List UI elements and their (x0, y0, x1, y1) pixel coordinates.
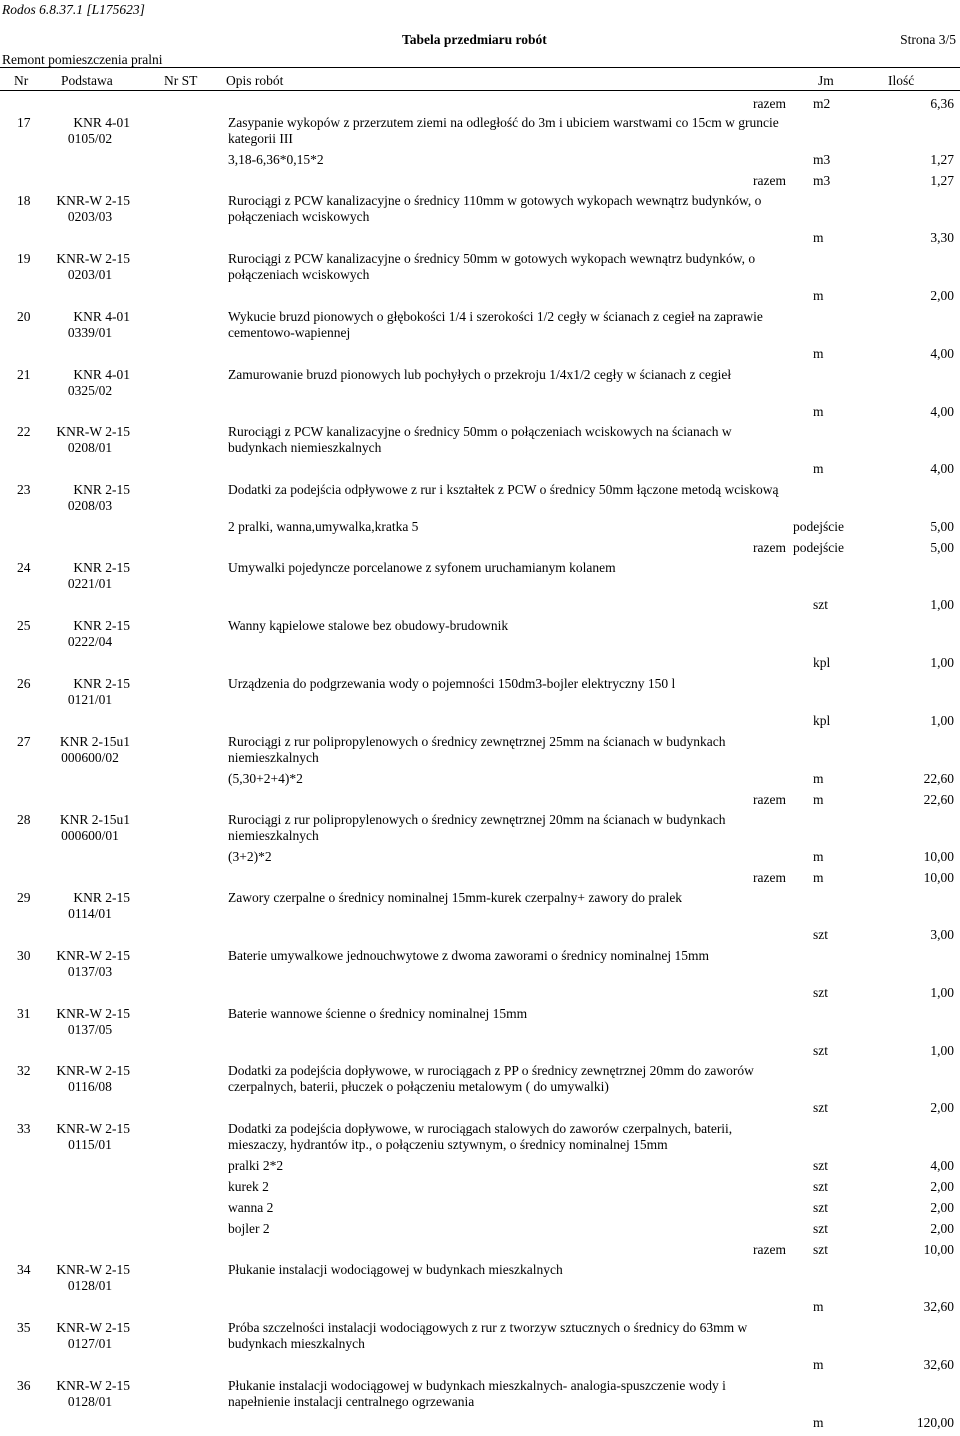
top-total-row (0, 96, 960, 112)
calc-expression: wanna 2 (228, 1200, 274, 1215)
item-basis: KNR 2-15 (73, 890, 130, 905)
item-number: 28 (17, 812, 31, 827)
item-basis: KNR 2-15 (73, 618, 130, 633)
item-basis: KNR 2-15 (73, 676, 130, 691)
item-qty: 1,00 (930, 985, 954, 1000)
item-description: Baterie umywalkowe jednouchwytowe z dwoma zaworami o średnicy nominalnej 15mm (228, 948, 709, 963)
header-bottom-rule (0, 90, 960, 91)
total-unit: podejście (793, 540, 844, 555)
item-basis: KNR 2-15 (73, 482, 130, 497)
item-basis: KNR-W 2-15 (56, 1063, 130, 1078)
item-qty: 4,00 (930, 404, 954, 419)
calc-unit: m (813, 771, 824, 786)
item-basis-code: 0208/03 (67, 498, 113, 513)
item-basis: KNR 2-15u1 (59, 812, 130, 827)
item-unit: kpl (813, 713, 831, 728)
item-basis-code: 0116/08 (68, 1079, 112, 1094)
item-unit: szt (813, 927, 828, 942)
item-number: 33 (17, 1121, 31, 1136)
calc-unit: szt (813, 1200, 828, 1215)
total-label: razem (753, 173, 786, 188)
project-name: Remont pomieszczenia pralni (2, 52, 163, 67)
item-qty: 2,00 (930, 1100, 954, 1115)
item-basis-code: 0222/04 (67, 634, 113, 649)
item-number: 25 (17, 618, 31, 633)
item-description: Próba szczelności instalacji wodociągowych z rur z tworzyw sztucznych o średnicy do 63mm w budynkach mieszkalnych (228, 1320, 748, 1351)
item-number: 27 (17, 734, 31, 749)
item-number: 32 (17, 1063, 31, 1078)
item-basis-code: 0121/01 (67, 692, 113, 707)
item-qty: 1,00 (930, 597, 954, 612)
total-label: razem (753, 870, 786, 885)
item-number: 17 (17, 115, 31, 130)
calc-expression: 2 pralki, wanna,umywalka,kratka 5 (228, 519, 419, 534)
total-unit: m2 (813, 96, 831, 111)
header-top-rule (0, 67, 960, 68)
item-description: Wanny kąpielowe stalowe bez obudowy-brudownik (228, 618, 509, 633)
item-unit: m (813, 1357, 824, 1372)
item-basis: KNR-W 2-15 (56, 1262, 130, 1277)
item-qty: 2,00 (930, 288, 954, 303)
item-basis-code: 0115/01 (68, 1137, 112, 1152)
calc-qty: 22,60 (923, 771, 954, 786)
calc-unit: szt (813, 1221, 828, 1236)
item-basis-code: 0339/01 (67, 325, 113, 340)
item-unit: szt (813, 985, 828, 1000)
item-basis-code: 0137/05 (67, 1022, 113, 1037)
calc-qty: 2,00 (930, 1221, 954, 1236)
item-description: Wykucie bruzd pionowych o głębokości 1/4 i szerokości 1/2 cegły w ścianach z cegieł na zaprawie cementowo-wapiennej (228, 309, 763, 340)
item-description: Zawory czerpalne o średnicy nominalnej 15mm-kurek czerpalny+ zawory do pralek (228, 890, 683, 905)
total-label: razem (753, 792, 786, 807)
item-basis: KNR 4-01 (73, 309, 130, 324)
item-description: Rurociągi z PCW kanalizacyjne o średnicy 50mm w gotowych wykopach wewnątrz budynków, o połączeniach wciskowych (228, 251, 756, 282)
item-unit: szt (813, 1043, 828, 1058)
item-description: Umywalki pojedyncze porcelanowe z syfonem uruchamianym kolanem (228, 560, 616, 575)
item-unit: szt (813, 1100, 828, 1115)
calc-expression: bojler 2 (228, 1221, 270, 1236)
total-unit: szt (813, 1242, 828, 1257)
item-basis: KNR-W 2-15 (56, 424, 130, 439)
calc-qty: 2,00 (930, 1200, 954, 1215)
item-basis-code: 0114/01 (68, 906, 112, 921)
calc-unit: szt (813, 1179, 828, 1194)
total-qty: 6,36 (930, 96, 954, 111)
item-qty: 120,00 (916, 1415, 954, 1430)
calc-qty: 2,00 (930, 1179, 954, 1194)
header-desc: Opis robót (226, 73, 284, 88)
item-description: Dodatki za podejścia dopływowe, w rurociągach z PP o średnicy zewnętrznej 20mm do zaworów czerpalnych, baterii, płuczek o połączeniu metalowym ( do umywalki) (228, 1063, 754, 1094)
total-unit: m (813, 792, 824, 807)
calc-unit: m3 (813, 152, 831, 167)
item-number: 22 (17, 424, 31, 439)
total-unit: m3 (813, 173, 831, 188)
header-qty: Ilość (888, 73, 915, 88)
item-basis-code: 0221/01 (67, 576, 113, 591)
calc-expression: 3,18-6,36*0,15*2 (228, 152, 324, 167)
item-qty: 1,00 (930, 713, 954, 728)
item-qty: 1,00 (930, 655, 954, 670)
header-basis: Podstawa (61, 73, 113, 88)
header-nr: Nr (14, 73, 29, 88)
item-number: 35 (17, 1320, 31, 1335)
calc-unit: podejście (793, 519, 844, 534)
total-unit: m (813, 870, 824, 885)
calc-expression: kurek 2 (228, 1179, 269, 1194)
program-label: Rodos 6.8.37.1 [L175623] (2, 2, 145, 17)
item-basis-code: 0105/02 (67, 131, 113, 146)
header-unit: Jm (818, 73, 834, 88)
item-basis-code: 0128/01 (67, 1278, 113, 1293)
item-qty: 3,00 (930, 927, 954, 942)
item-description: Rurociągi z PCW kanalizacyjne o średnicy 110mm w gotowych wykopach wewnątrz budynków, o połączeniach wciskowych (228, 193, 762, 224)
item-unit: m (813, 346, 824, 361)
calc-unit: szt (813, 1158, 828, 1173)
calc-qty: 5,00 (930, 519, 954, 534)
item-basis: KNR 2-15u1 (59, 734, 130, 749)
item-unit: m (813, 230, 824, 245)
item-number: 19 (17, 251, 31, 266)
item-description: Dodatki za podejścia dopływowe, w rurociągach stalowych do zaworów czerpalnych, baterii, mieszaczy, hydrantów itp., o połączeniu sztywnym, o średnicy nominalnej 15mm (228, 1121, 733, 1152)
item-unit: kpl (813, 655, 831, 670)
item-description: Płukanie instalacji wodociągowej w budynkach mieszkalnych- analogia-spuszczenie wody i napełnienie instalacji centralnego ogrzewania (228, 1378, 726, 1409)
total-qty: 1,27 (930, 173, 954, 188)
item-basis-code: 000600/02 (61, 750, 119, 765)
item-number: 36 (17, 1378, 31, 1393)
item-basis: KNR 2-15 (73, 560, 130, 575)
item-description: Płukanie instalacji wodociągowej w budynkach mieszkalnych (228, 1262, 563, 1277)
item-description: Rurociągi z PCW kanalizacyjne o średnicy 50mm o połączeniach wciskowych na ścianach w budynkach niemieszkalnych (228, 424, 732, 455)
item-basis: KNR-W 2-15 (56, 1121, 130, 1136)
item-qty: 4,00 (930, 461, 954, 476)
item-unit: szt (813, 597, 828, 612)
item-basis-code: 0325/02 (67, 383, 113, 398)
total-qty: 22,60 (923, 792, 954, 807)
document-title: Tabela przedmiaru robót (402, 32, 547, 47)
item-basis-code: 0208/01 (67, 440, 113, 455)
item-unit: m (813, 1299, 824, 1314)
item-unit: m (813, 1415, 824, 1430)
item-description: Urządzenia do podgrzewania wody o pojemności 150dm3-bojler elektryczny 150 l (228, 676, 676, 691)
item-description: Rurociągi z rur polipropylenowych o średnicy zewnętrznej 20mm na ścianach w budynkach niemieszkalnych (228, 812, 726, 843)
calc-qty: 4,00 (930, 1158, 954, 1173)
item-basis: KNR-W 2-15 (56, 948, 130, 963)
item-qty: 1,00 (930, 1043, 954, 1058)
item-basis: KNR-W 2-15 (56, 1006, 130, 1021)
calc-expression: (5,30+2+4)*2 (228, 771, 303, 786)
item-basis: KNR-W 2-15 (56, 251, 130, 266)
total-qty: 10,00 (923, 870, 954, 885)
calc-unit: m (813, 849, 824, 864)
total-label: razem (753, 1242, 786, 1257)
item-number: 31 (17, 1006, 31, 1021)
item-basis-code: 0127/01 (67, 1336, 113, 1351)
item-unit: m (813, 288, 824, 303)
item-basis-code: 000600/01 (61, 828, 119, 843)
item-qty: 3,30 (930, 230, 954, 245)
total-qty: 5,00 (930, 540, 954, 555)
item-description: Baterie wannowe ścienne o średnicy nominalnej 15mm (228, 1006, 528, 1021)
item-basis: KNR 4-01 (73, 367, 130, 382)
item-qty: 32,60 (923, 1299, 954, 1314)
item-basis-code: 0203/01 (67, 267, 113, 282)
item-qty: 32,60 (923, 1357, 954, 1372)
calc-qty: 10,00 (923, 849, 954, 864)
item-basis-code: 0203/03 (67, 209, 113, 224)
total-label: razem (753, 540, 786, 555)
item-basis: KNR-W 2-15 (56, 1378, 130, 1393)
item-number: 20 (17, 309, 31, 324)
item-description: Zamurowanie bruzd pionowych lub pochyłych o przekroju 1/4x1/2 cegły w ścianach z cegieł (228, 367, 732, 382)
item-basis-code: 0128/01 (67, 1394, 113, 1409)
item-number: 26 (17, 676, 31, 691)
item-number: 18 (17, 193, 31, 208)
item-qty: 4,00 (930, 346, 954, 361)
item-basis: KNR-W 2-15 (56, 193, 130, 208)
item-description: Rurociągi z rur polipropylenowych o średnicy zewnętrznej 25mm na ścianach w budynkach niemieszkalnych (228, 734, 726, 765)
item-basis-code: 0137/03 (67, 964, 113, 979)
calc-expression: (3+2)*2 (228, 849, 272, 864)
item-number: 34 (17, 1262, 31, 1277)
item-basis: KNR 4-01 (73, 115, 130, 130)
calc-expression: pralki 2*2 (228, 1158, 284, 1173)
total-qty: 10,00 (923, 1242, 954, 1257)
item-number: 23 (17, 482, 31, 497)
calc-qty: 1,27 (930, 152, 954, 167)
item-description: Dodatki za podejścia odpływowe z rur i kształtek z PCW o średnicy 50mm łączone metodą wciskową (228, 482, 779, 497)
item-number: 29 (17, 890, 31, 905)
total-label: razem (753, 96, 786, 111)
item-number: 30 (17, 948, 31, 963)
item-unit: m (813, 461, 824, 476)
page-indicator: Strona 3/5 (900, 32, 956, 47)
item-unit: m (813, 404, 824, 419)
header-nrst: Nr ST (164, 73, 198, 88)
item-basis: KNR-W 2-15 (56, 1320, 130, 1335)
item-description: Zasypanie wykopów z przerzutem ziemi na odległość do 3m i ubiciem warstwami co 15cm w gruncie kategorii III (228, 115, 779, 146)
item-number: 24 (17, 560, 31, 575)
item-number: 21 (17, 367, 31, 382)
